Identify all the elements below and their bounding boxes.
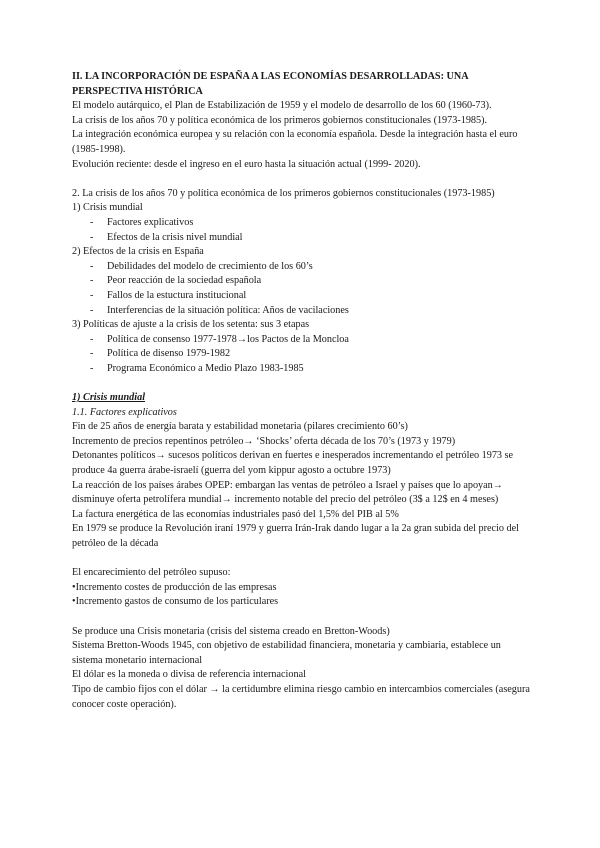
- oil-list: [72, 581, 532, 610]
- crisis-para-3: Detonantes políticos→ sucesos políticos derivan en fuertes e inesperados incrementando el petróleo 1973 se produce 4a guerra árabe-israelí (guerra del yom kippur agosto a octubre 1973): [72, 450, 514, 477]
- chapter-heading: II. LA INCORPORACIÓN DE ESPAÑA A LAS ECONOMÍAS DESARROLLADAS: UNA PERSPECTIVA HISTÓRICA: [72, 71, 469, 97]
- list-item: - Peor reacción de la sociedad española: [90, 274, 532, 289]
- outline-list-3: [72, 333, 532, 377]
- document-page: [72, 70, 532, 712]
- outline-list-1: [72, 216, 532, 245]
- list-item: - Fallos de la estuctura institucional: [90, 289, 532, 304]
- list-item: • Incremento gastos de consumo de los particulares: [72, 595, 532, 610]
- crisis-subheading: 1.1. Factores explicativos: [72, 406, 177, 418]
- list-item: - Debilidades del modelo de crecimiento de los 60’s: [90, 260, 532, 275]
- section-2-title: 2. La crisis de los años 70 y política económica de los primeros gobiernos constitucionales (1973-1985): [72, 187, 495, 199]
- monetary-para-2: Sistema Bretton-Woods 1945, con objetivo de estabilidad financiera, monetaria y cambiaria, establece un sistema monetario internacional: [72, 640, 501, 666]
- list-item: - Política de consenso 1977-1978→los Pactos de la Moncloa: [90, 333, 532, 348]
- crisis-para-2: Incremento de precios repentinos petróleo→ ‘Shocks’ oferta década de los 70’s (1973 y 1979): [72, 435, 456, 447]
- list-item: - Efectos de la crisis nivel mundial: [90, 231, 532, 246]
- intro-line-1: El modelo autárquico, el Plan de Estabilización de 1959 y el modelo de desarrollo de los 60 (1960-73).: [72, 100, 492, 112]
- list-item: • Incremento costes de producción de las empresas: [72, 581, 532, 596]
- list-item: - Programa Económico a Medio Plazo 1983-1985: [90, 362, 532, 377]
- intro-line-2: La crisis de los años 70 y política económica de los primeros gobiernos constitucionales (1973-1985).: [72, 114, 488, 126]
- list-item: - Factores explicativos: [90, 216, 532, 231]
- oil-intro: El encarecimiento del petróleo supuso:: [72, 567, 231, 579]
- outline-point-2: 2) Efectos de la crisis en España: [72, 246, 204, 258]
- monetary-para-3: El dólar es la moneda o divisa de referencia internacional: [72, 669, 306, 681]
- outline-list-2: [72, 260, 532, 318]
- crisis-para-4: La reacción de los países árabes OPEP: embargan las ventas de petróleo a Israel y países que lo apoyan→ disminuye oferta petrolífera mundial→ incremento notable del precio del petróleo (3$ a 12$ en 4 meses): [72, 479, 503, 506]
- list-item: - Interferencias de la situación política: Años de vacilaciones: [90, 304, 532, 319]
- intro-line-3: La integración económica europea y su relación con la economía española. Desde la integración hasta el euro (1985-1998).: [72, 129, 518, 155]
- list-item: - Política de disenso 1979-1982: [90, 347, 532, 362]
- intro-line-4: Evolución reciente: desde el ingreso en el euro hasta la situación actual (1999- 2020).: [72, 158, 421, 170]
- crisis-heading: 1) Crisis mundial: [72, 392, 146, 404]
- monetary-para-1: Se produce una Crisis monetaria (crisis del sistema creado en Bretton-Woods): [72, 625, 390, 637]
- outline-point-3: 3) Políticas de ajuste a la crisis de los setenta: sus 3 etapas: [72, 319, 310, 331]
- crisis-para-5: La factura energética de las economías industriales pasó del 1,5% del PIB al 5%: [72, 508, 399, 520]
- crisis-para-6: En 1979 se produce la Revolución iraní 1979 y guerra Irán-Irak dando lugar a la 2a gran subida del precio del petróleo de la década: [72, 523, 519, 549]
- crisis-para-1: Fin de 25 años de energía barata y estabilidad monetaria (pilares crecimiento 60’s): [72, 421, 408, 433]
- outline-point-1: 1) Crisis mundial: [72, 202, 143, 214]
- monetary-para-4: Tipo de cambio fijos con el dólar → la certidumbre elimina riesgo cambio en intercambios comerciales (asegura conocer coste operación).: [72, 683, 530, 710]
